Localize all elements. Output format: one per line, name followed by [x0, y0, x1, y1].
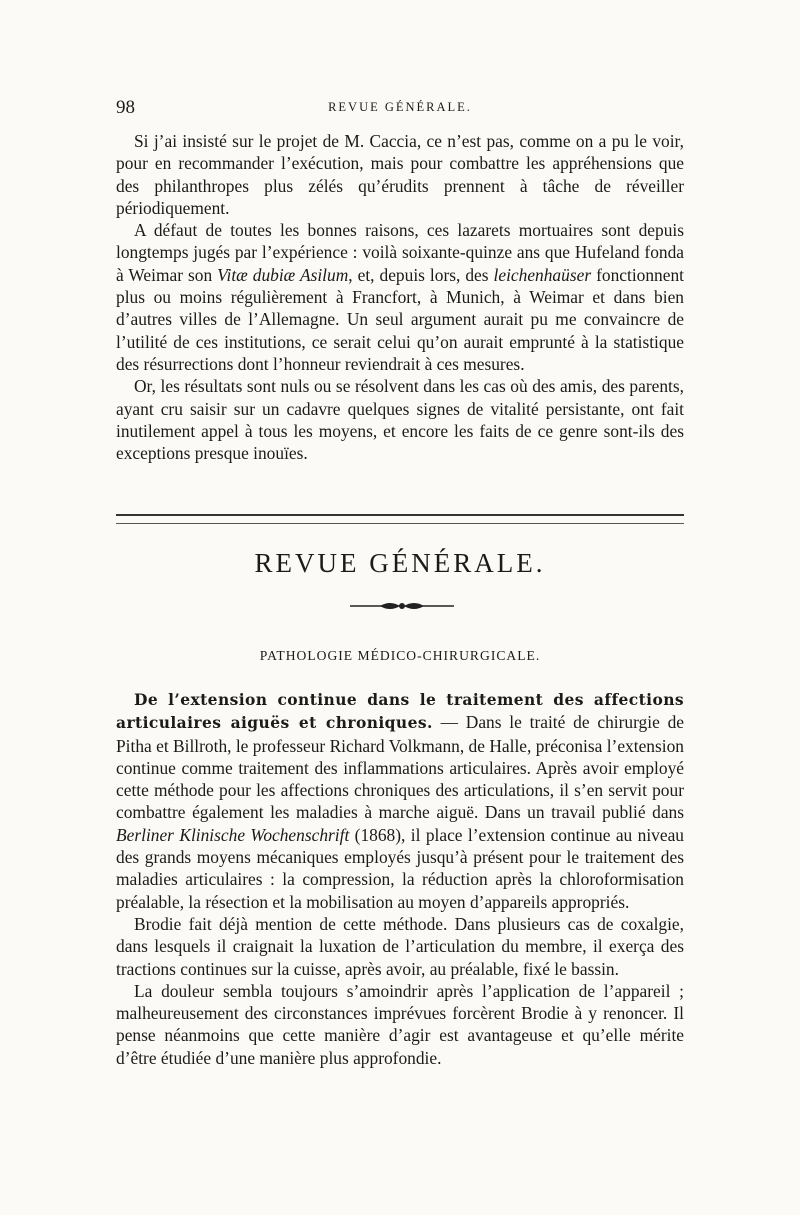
italic-term-leichenhauser: leichenhaüser	[493, 264, 592, 285]
subsection-title: PATHOLOGIE MÉDICO-CHIRURGICALE.	[259, 648, 541, 663]
top-section-text	[116, 130, 684, 464]
paragraph-lazarets: A défaut de toutes les bonnes raisons, ces lazarets mortuaires sont depuis longtemps jugés par l’expérience : voilà soixante-quinze ans que Hufeland fonda à Weimar son Vitæ dubiæ Asilum, et, depuis lors, des leichenhaüser fonctionnent plus ou moins régulièrement à Francfort, à Munich, à Weimar et dans bien d’autres villes de l’Allemagne. Un seul argument aurait pu me convaincre de l’utilité de ces institutions, ce serait celui qu’on aurait emprunté à la statistique des résurrections dont l’honneur reviendrait à ces mesures.	[116, 220, 684, 374]
running-head: REVUE GÉNÉRALE.	[328, 100, 472, 114]
page-header	[116, 97, 684, 119]
paragraph-resultats: Or, les résultats sont nuls ou se résolvent dans les cas où des amis, des parents, ayant cru saisir sur un cadavre quelques signes de vitalité persistante, ont fait inutilement appel à tous les moyens, et encore les faits de ce genre sont-ils des exceptions presque inouïes.	[116, 376, 684, 464]
paragraph-extension: De l’extension continue dans le traitement des affections articulaires aiguës et chroniques. — Dans le traité de chirurgie de Pitha et Billroth, le professeur Richard Volkmann, de Halle, préconisa l’extension continue comme traitement des inflammations articulaires. Après avoir employé cette méthode pour les affections chroniques des articulations, il s’en servit pour combattre également les maladies à marche aiguë. Dans un travail publié dans Berliner Klinische Wochenschrift (1868), il place l’extension continue au niveau des grands moyens mécaniques employés jusqu’à présent pour le traitement des maladies articulaires : la compression, la réduction après la chloroformisation préalable, la résection et la mobilisation au moyen d’appareils appropriés.	[116, 690, 685, 912]
paragraph-douleur: La douleur sembla toujours s’amoindrir après l’application de l’appareil ; malheureusement des circonstances imprévues forcèrent Brodie à y renoncer. Il pense néanmoins que cette manière d’agir est avantageuse et qu’elle mérite d’être étudiée d’une manière plus approfondie.	[116, 980, 684, 1068]
italic-journal-title: Berliner Klinische Wochenschrift	[116, 824, 350, 845]
paragraph-caccia: Si j’ai insisté sur le projet de M. Caccia, ce n’est pas, comme on a pu le voir, pour en recommander l’exécution, mais pour combattre les appréhensions que des philanthropes plus zélés qu’érudits prennent à tâche de réveiller périodiquement.	[116, 131, 684, 218]
ornament-flourish-icon	[350, 600, 454, 612]
article-text	[116, 688, 684, 1069]
paragraph-brodie: Brodie fait déjà mention de cette méthode. Dans plusieurs cas de coxalgie, dans lesquels il craignait la luxation de l’articulation du membre, il exerça des tractions continues sur la cuisse, après avoir, au préalable, fixé le bassin.	[116, 913, 684, 979]
section-divider-rule	[116, 514, 684, 524]
italic-title-vitae: Vitæ dubiæ Asilum	[217, 264, 349, 285]
section-title: REVUE GÉNÉRALE.	[254, 548, 546, 578]
article-title: De l’extension continue dans le traitement des affections articulaires aiguës et chroniques.	[116, 690, 684, 733]
page-number: 98	[116, 97, 135, 118]
